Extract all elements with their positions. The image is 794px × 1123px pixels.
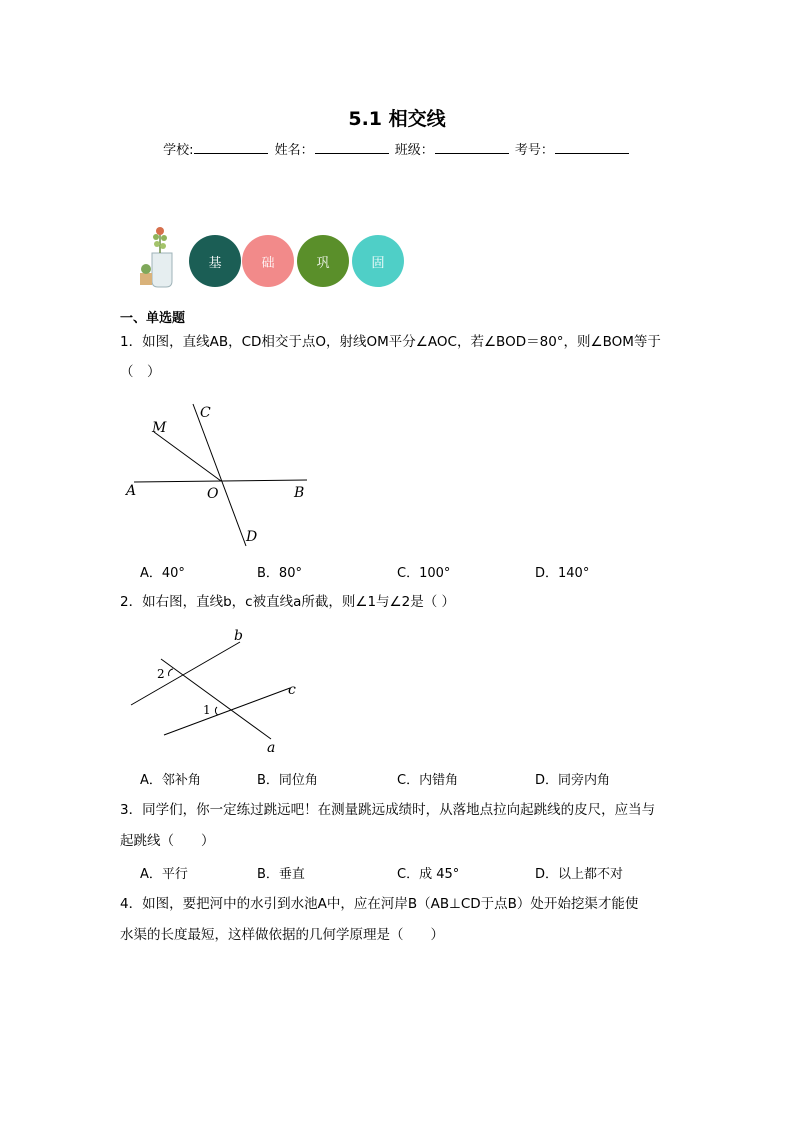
- question-1-option-a: A．40°: [140, 566, 185, 581]
- banner-char: 巩: [316, 255, 330, 271]
- question-1-text-cont: （ ）: [120, 364, 161, 380]
- plant-vase-icon: [136, 223, 182, 289]
- question-2-option-d: D．同旁内角: [535, 773, 611, 788]
- question-1-option-c: C．100°: [397, 566, 451, 581]
- question-3-option-c: C．成 45°: [397, 867, 460, 882]
- label-d: D: [246, 529, 258, 545]
- question-3-text: 3．同学们，你一定练过跳远吧！在测量跳远成绩时，从落地点拉向起跳线的皮尺，应当与: [120, 802, 656, 818]
- question-1-option-b: B．80°: [257, 566, 302, 581]
- name-blank: [315, 141, 389, 154]
- banner-badge-2: [242, 235, 294, 287]
- question-4-text: 4．如图，要把河中的水引到水池A中，应在河岸B（AB⊥CD于点B）处开始挖渠才能使: [120, 896, 639, 912]
- question-2-figure: [120, 622, 320, 757]
- exam-number-label: 考号：: [514, 143, 554, 158]
- line-c: [164, 688, 290, 735]
- question-3-option-a: A．平行: [140, 867, 188, 882]
- line-cd: [193, 404, 246, 546]
- label-angle-2: 2: [157, 667, 165, 681]
- angle-1-arc: [215, 707, 218, 715]
- school-blank: [194, 141, 268, 154]
- class-blank: [435, 141, 509, 154]
- banner-char: 固: [371, 255, 385, 271]
- exam-number-blank: [555, 141, 629, 154]
- name-label: 姓名：: [274, 143, 314, 158]
- question-2-text: 2．如右图，直线b，c被直线a所截，则∠1与∠2是（ ）: [120, 594, 456, 610]
- label-c: C: [200, 405, 211, 421]
- label-m: M: [152, 420, 167, 436]
- angle-2-arc: [169, 669, 173, 676]
- question-2-option-a: A．邻补角: [140, 773, 201, 788]
- student-info-line: [0, 139, 794, 158]
- section-heading: 一、单选题: [120, 311, 186, 326]
- banner-badge-3: [297, 235, 349, 287]
- label-a: a: [267, 740, 276, 756]
- class-label: 班级：: [394, 143, 434, 158]
- question-3-option-b: B．垂直: [257, 867, 305, 882]
- question-1-option-d: D．140°: [535, 566, 590, 581]
- question-3-text-cont: 起跳线（ ）: [120, 833, 215, 849]
- line-a: [161, 659, 271, 739]
- label-angle-1: 1: [203, 703, 211, 717]
- question-3-option-d: D．以上都不对: [535, 867, 624, 882]
- question-2-option-b: B．同位角: [257, 773, 318, 788]
- label-b: b: [234, 628, 243, 644]
- banner-badge-4: [352, 235, 404, 287]
- school-label: 学校:: [163, 143, 194, 158]
- banner-char: 基: [208, 255, 222, 271]
- question-2-option-c: C．内错角: [397, 773, 459, 788]
- line-b: [131, 642, 240, 705]
- question-1-text: 1．如图，直线AB，CD相交于点O，射线OM平分∠AOC，若∠BOD＝80°，则∠BOM等于: [120, 334, 661, 350]
- banner-char: 础: [261, 255, 275, 271]
- question-4-text-cont: 水渠的长度最短，这样做依据的几何学原理是（ ）: [120, 927, 444, 943]
- ray-om: [154, 432, 221, 481]
- question-1-figure: [120, 398, 320, 553]
- label-o: O: [207, 486, 219, 502]
- label-c: c: [288, 682, 296, 698]
- label-b: B: [294, 485, 305, 501]
- label-a: A: [126, 483, 137, 499]
- banner-badge-1: [189, 235, 241, 287]
- page-title: 5.1 相交线: [348, 108, 446, 130]
